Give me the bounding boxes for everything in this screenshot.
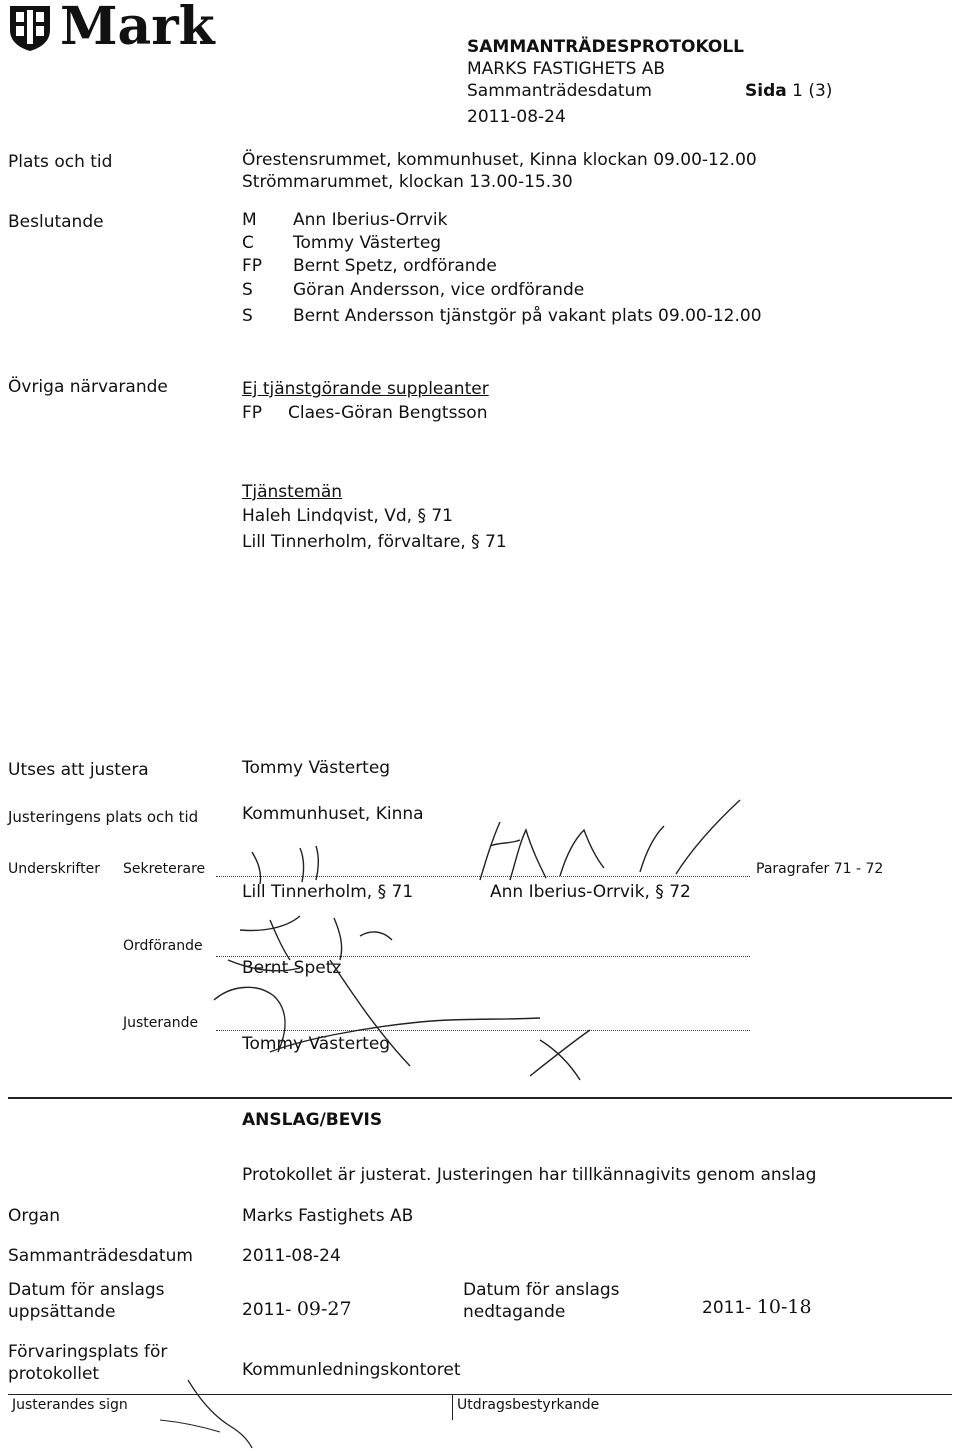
substitute-name: Claes-Göran Bengtsson <box>288 403 488 423</box>
paragraphs-label: Paragrafer 71 - 72 <box>756 861 884 877</box>
member-name: Bernt Andersson tjänstgör på vakant plats 09.00-12.00 <box>293 306 762 326</box>
storage-label-2: protokollet <box>8 1364 100 1384</box>
adjust-place-value: Kommunhuset, Kinna <box>242 804 424 824</box>
member-name: Tommy Västerteg <box>293 233 442 253</box>
meeting-date: 2011-08-24 <box>467 107 566 127</box>
org-name: Mark <box>60 0 215 57</box>
storage-label-1: Förvaringsplats för <box>8 1342 168 1362</box>
notice-text: Protokollet är justerat. Justeringen har tillkännagivits genom anslag <box>242 1165 817 1185</box>
posted-label-2: uppsättande <box>8 1302 116 1322</box>
officials-heading: Tjänstemän <box>242 482 343 502</box>
adjuster-label: Justerande <box>123 1015 199 1031</box>
adjuster-sign-label: Justerandes sign <box>12 1397 128 1413</box>
official-item: Haleh Lindqvist, Vd, § 71 <box>242 506 453 526</box>
chair-label: Ordförande <box>123 938 203 954</box>
page-label: Sida <box>745 81 787 101</box>
secretary-label: Sekreterare <box>123 861 206 877</box>
member-party: S <box>242 306 253 326</box>
member-name: Ann Iberius-Orrvik <box>293 210 448 230</box>
member-name: Göran Andersson, vice ordförande <box>293 280 585 300</box>
adjust-value: Tommy Västerteg <box>242 758 391 778</box>
adjuster-name: Tommy Västerteg <box>242 1034 391 1054</box>
member-party: S <box>242 280 253 300</box>
removed-label-2: nedtagande <box>463 1302 566 1322</box>
doc-type: SAMMANTRÄDESPROTOKOLL <box>467 37 745 57</box>
secretary-name-2: Ann Iberius-Orrvik, § 72 <box>490 882 691 902</box>
organ-value: Marks Fastighets AB <box>242 1206 414 1226</box>
removed-label-1: Datum för anslags <box>463 1280 620 1300</box>
posted-value-written: 09-27 <box>296 1298 352 1320</box>
date-label: Sammanträdesdatum <box>467 81 652 101</box>
notice-date-value: 2011-08-24 <box>242 1246 341 1266</box>
chair-name: Bernt Spetz <box>242 958 342 978</box>
member-party: FP <box>242 256 263 276</box>
organ-label: Organ <box>8 1206 61 1226</box>
notice-date-label: Sammanträdesdatum <box>8 1246 193 1266</box>
adjust-place-label: Justeringens plats och tid <box>8 808 199 826</box>
member-party: M <box>242 210 257 230</box>
deciding-label: Beslutande <box>8 212 104 232</box>
adjust-label: Utses att justera <box>8 760 149 780</box>
place-time-label: Plats och tid <box>8 152 113 172</box>
posted-label-1: Datum för anslags <box>8 1280 165 1300</box>
member-party: C <box>242 233 254 253</box>
substitutes-heading: Ej tjänstgörande suppleanter <box>242 379 489 399</box>
extract-certification-label: Utdragsbestyrkande <box>457 1397 600 1413</box>
storage-value: Kommunledningskontoret <box>242 1360 461 1380</box>
substitute-party: FP <box>242 403 263 423</box>
others-label: Övriga närvarande <box>8 377 168 397</box>
member-name: Bernt Spetz, ordförande <box>293 256 497 276</box>
page-value: 1 (3) <box>792 81 833 101</box>
place-time-line2: Strömmarummet, klockan 13.00-15.30 <box>242 172 573 192</box>
posted-value-printed: 2011- <box>242 1300 292 1320</box>
secretary-name: Lill Tinnerholm, § 71 <box>242 882 414 902</box>
removed-value-printed: 2011- <box>702 1298 752 1318</box>
notice-heading: ANSLAG/BEVIS <box>242 1110 383 1130</box>
company-name: MARKS FASTIGHETS AB <box>467 59 666 79</box>
signatures-label: Underskrifter <box>8 861 100 877</box>
place-time-line1: Örestensrummet, kommunhuset, Kinna klockan 09.00-12.00 <box>242 150 757 170</box>
removed-value-written: 10-18 <box>756 1296 812 1318</box>
official-item: Lill Tinnerholm, förvaltare, § 71 <box>242 532 507 552</box>
